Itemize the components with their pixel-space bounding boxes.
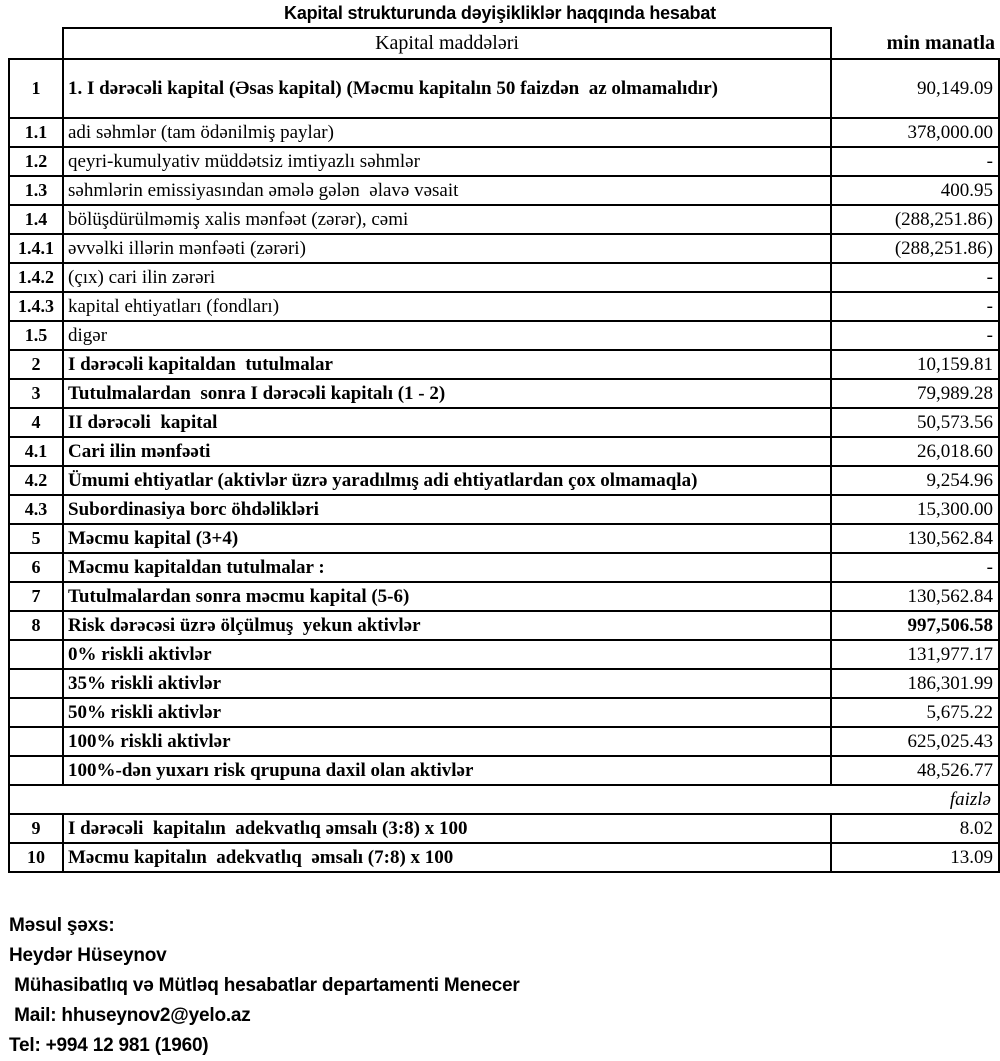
row-label: adi səhmlər (tam ödənilmiş paylar): [63, 118, 831, 147]
row-number: 4: [9, 408, 63, 437]
row-label: Tutulmalardan sonra məcmu kapital (5-6): [63, 582, 831, 611]
table-row: [9, 524, 999, 553]
capital-structure-table: [8, 27, 1000, 873]
row-number: 1: [9, 59, 63, 118]
table-row: [9, 785, 999, 814]
row-label: I dərəcəli kapitaldan tutulmalar: [63, 350, 831, 379]
row-number: 10: [9, 843, 63, 872]
row-label: II dərəcəli kapital: [63, 408, 831, 437]
table-row: [9, 843, 999, 872]
row-label: Məcmu kapital (3+4): [63, 524, 831, 553]
row-value: 400.95: [831, 176, 999, 205]
row-value: 79,989.28: [831, 379, 999, 408]
row-label: I dərəcəli kapitalın adekvatlıq əmsalı (3:8) x 100: [63, 814, 831, 843]
row-label: Ümumi ehtiyatlar (aktivlər üzrə yaradılmış adi ehtiyatlardan çox olmamaqla): [63, 466, 831, 495]
row-value: 378,000.00: [831, 118, 999, 147]
footer-line: Heydər Hüseynov: [9, 945, 167, 966]
table-row: [9, 466, 999, 495]
row-label: səhmlərin emissiyasından əmələ gələn əlavə vəsait: [63, 176, 831, 205]
row-number: 1.4.3: [9, 292, 63, 321]
row-value: -: [831, 263, 999, 292]
row-value: 5,675.22: [831, 698, 999, 727]
footer-line: Tel: +994 12 981 (1960): [9, 1035, 209, 1056]
row-value: 13.09: [831, 843, 999, 872]
header-items-cell: Kapital maddələri: [63, 28, 831, 59]
row-label: digər: [63, 321, 831, 350]
table-row: [9, 553, 999, 582]
row-value: 48,526.77: [831, 756, 999, 785]
table-row: [9, 640, 999, 669]
table-header-row: [9, 28, 999, 59]
row-label: əvvəlki illərin mənfəəti (zərəri): [63, 234, 831, 263]
row-label: 1. I dərəcəli kapital (Əsas kapital) (Məcmu kapitalın 50 faizdən az olmamalıdır): [63, 59, 831, 118]
row-number: 4.2: [9, 466, 63, 495]
row-value: 10,159.81: [831, 350, 999, 379]
table-row: [9, 118, 999, 147]
row-label: kapital ehtiyatları (fondları): [63, 292, 831, 321]
row-number: 8: [9, 611, 63, 640]
row-value: (288,251.86): [831, 234, 999, 263]
table-row: [9, 234, 999, 263]
table-row: [9, 350, 999, 379]
row-number: 1.5: [9, 321, 63, 350]
row-value: 9,254.96: [831, 466, 999, 495]
row-number: [9, 640, 63, 669]
row-value: 186,301.99: [831, 669, 999, 698]
table-row: [9, 59, 999, 118]
row-label: Subordinasiya borc öhdəlikləri: [63, 495, 831, 524]
row-value: 997,506.58: [831, 611, 999, 640]
row-label: Məcmu kapitalın adekvatlıq əmsalı (7:8) x 100: [63, 843, 831, 872]
row-label: (çıx) cari ilin zərəri: [63, 263, 831, 292]
row-value: -: [831, 321, 999, 350]
row-value: -: [831, 147, 999, 176]
row-label: Cari ilin mənfəəti: [63, 437, 831, 466]
row-value: 15,300.00: [831, 495, 999, 524]
row-number: 4.1: [9, 437, 63, 466]
row-value: 625,025.43: [831, 727, 999, 756]
row-value: -: [831, 553, 999, 582]
header-number-cell: [9, 28, 63, 59]
row-number: 1.4: [9, 205, 63, 234]
unit-note-cell: faizlə: [9, 785, 999, 814]
row-number: 3: [9, 379, 63, 408]
row-number: 1.2: [9, 147, 63, 176]
row-number: 7: [9, 582, 63, 611]
row-number: 1.3: [9, 176, 63, 205]
header-unit-cell: min manatla: [831, 28, 999, 59]
report-table-body: [9, 28, 999, 872]
row-label: 35% riskli aktivlər: [63, 669, 831, 698]
footer-line: Mühasibatlıq və Mütləq hesabatlar departamenti Menecer: [9, 975, 520, 996]
row-number: 4.3: [9, 495, 63, 524]
page-title: Kapital strukturunda dəyişikliklər haqqında hesabat: [284, 3, 716, 23]
table-row: [9, 408, 999, 437]
row-value: 130,562.84: [831, 524, 999, 553]
row-number: [9, 727, 63, 756]
table-row: [9, 611, 999, 640]
table-row: [9, 669, 999, 698]
footer-line: Məsul şəxs:: [9, 915, 115, 936]
row-label: 50% riskli aktivlər: [63, 698, 831, 727]
row-value: 26,018.60: [831, 437, 999, 466]
table-row: [9, 495, 999, 524]
row-number: 9: [9, 814, 63, 843]
row-label: Risk dərəcəsi üzrə ölçülmuş yekun aktivlər: [63, 611, 831, 640]
table-row: [9, 698, 999, 727]
responsible-person-block: [9, 911, 1000, 1061]
table-row: [9, 292, 999, 321]
table-row: [9, 205, 999, 234]
row-number: 6: [9, 553, 63, 582]
table-row: [9, 176, 999, 205]
row-value: 130,562.84: [831, 582, 999, 611]
row-value: 131,977.17: [831, 640, 999, 669]
row-number: [9, 756, 63, 785]
row-number: [9, 698, 63, 727]
row-value: -: [831, 292, 999, 321]
row-label: Məcmu kapitaldan tutulmalar :: [63, 553, 831, 582]
row-number: [9, 669, 63, 698]
table-row: [9, 756, 999, 785]
row-value: 90,149.09: [831, 59, 999, 118]
row-label: bölüşdürülməmiş xalis mənfəət (zərər), cəmi: [63, 205, 831, 234]
table-row: [9, 321, 999, 350]
table-row: [9, 379, 999, 408]
row-label: 100% riskli aktivlər: [63, 727, 831, 756]
row-number: 1.4.2: [9, 263, 63, 292]
row-label: Tutulmalardan sonra I dərəcəli kapitalı (1 - 2): [63, 379, 831, 408]
table-row: [9, 814, 999, 843]
row-number: 2: [9, 350, 63, 379]
row-label: 100%-dən yuxarı risk qrupuna daxil olan aktivlər: [63, 756, 831, 785]
row-number: 5: [9, 524, 63, 553]
row-label: qeyri-kumulyativ müddətsiz imtiyazlı səhmlər: [63, 147, 831, 176]
table-row: [9, 727, 999, 756]
footer-line: Mail: hhuseynov2@yelo.az: [9, 1005, 251, 1026]
table-row: [9, 437, 999, 466]
table-row: [9, 263, 999, 292]
row-number: 1.1: [9, 118, 63, 147]
row-value: (288,251.86): [831, 205, 999, 234]
row-value: 50,573.56: [831, 408, 999, 437]
table-row: [9, 147, 999, 176]
row-label: 0% riskli aktivlər: [63, 640, 831, 669]
row-number: 1.4.1: [9, 234, 63, 263]
row-value: 8.02: [831, 814, 999, 843]
table-row: [9, 582, 999, 611]
